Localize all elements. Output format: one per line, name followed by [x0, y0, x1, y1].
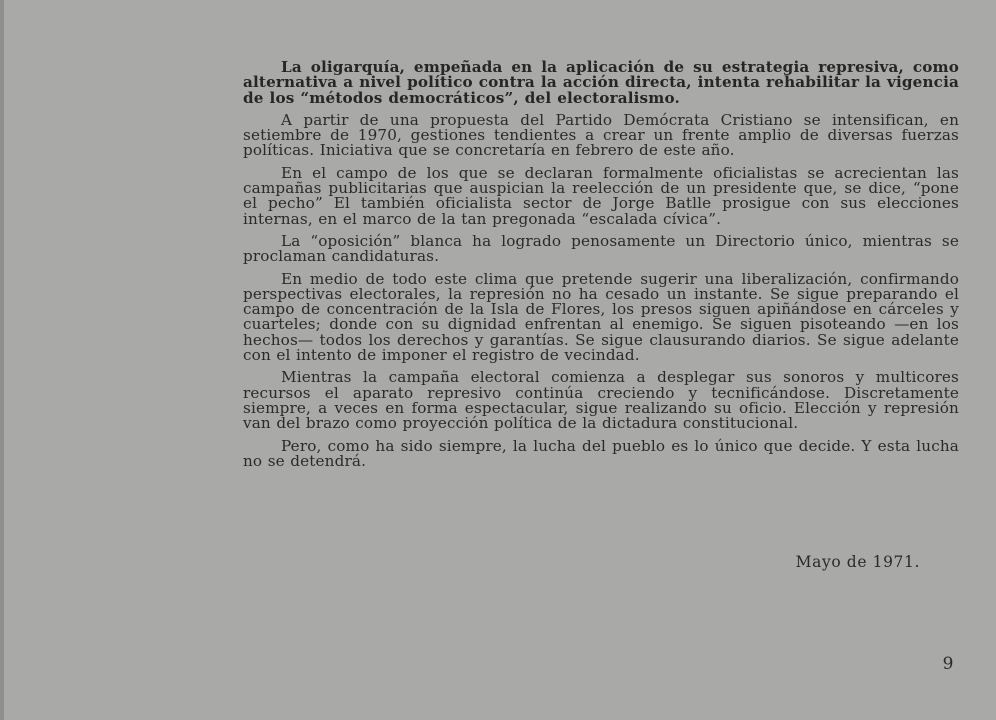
body-text [243, 60, 959, 476]
paragraph-1: La oligarquía, empeñada en la aplicación de su estrategia represiva, como alternativa a nivel político contra la acción directa, intenta rehabilitar la vigencia de los “métodos democráticos”, del electoralismo. [243, 58, 959, 107]
page-edge [0, 0, 4, 720]
paragraph-6: Mientras la campaña electoral comienza a desplegar sus sonoros y multicores recursos el aparato represivo continúa creciendo y tecnificándose. Discretamente siempre, a veces en forma espectacular, sigue realizando su oficio. Elección y represión van del brazo como proyección política de la dictadura constitucional. [243, 368, 959, 433]
paragraph-5: En medio de todo este clima que pretende sugerir una liberalización, confirmando perspectivas electorales, la represión no ha cesado un instante. Se sigue preparando el campo de concentración de la Isla de Flores, los presos siguen apiñándose en cárceles y cuarteles; donde con su dignidad enfrentan al enemigo. Se siguen pisoteando —en los hechos— todos los derechos y garantías. Se sigue clausurando diarios. Se sigue adelante con el intento de imponer el registro de vecindad. [243, 269, 959, 365]
date-line: Mayo de 1971. [795, 553, 920, 571]
page-number: 9 [942, 654, 954, 674]
paragraph-3: En el campo de los que se declaran formalmente oficialistas se acrecientan las campañas publicitarias que auspician la reelección de un presidente que, se dice, “pone el pecho” El también oficialista sector de Jorge Batlle prosigue con sus elecciones internas, en el marco de la tan pregonada “escalada cívica”. [243, 163, 959, 228]
paragraph-4: La “oposición” blanca ha logrado penosamente un Directorio único, mientras se proclaman candidaturas. [243, 231, 959, 266]
paragraph-7: Pero, como ha sido siempre, la lucha del pueblo es lo único que decide. Y esta lucha no se detendrá. [243, 436, 959, 470]
paragraph-2: A partir de una propuesta del Partido Demócrata Cristiano se intensifican, en setiembre de 1970, gestiones tendientes a crear un frente amplio de diversas fuerzas políticas. Iniciativa que se concretaría en febrero de este año. [243, 110, 959, 160]
